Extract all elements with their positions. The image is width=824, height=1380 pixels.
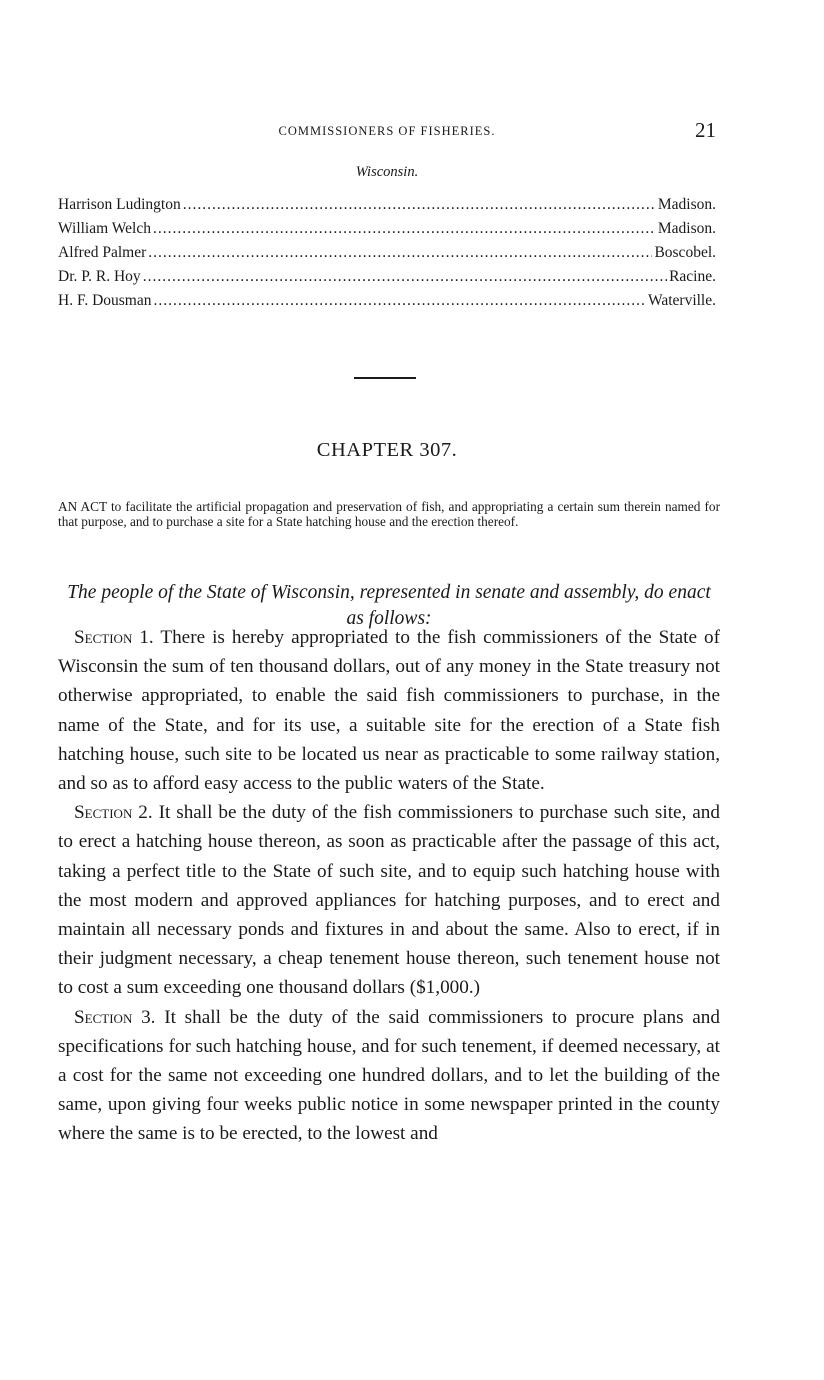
commissioner-city: Madison.	[657, 220, 716, 237]
list-item	[58, 220, 716, 244]
section-label: Section 1.	[74, 627, 154, 648]
list-item	[58, 292, 716, 316]
act-body	[58, 623, 720, 1149]
dot-leader	[153, 220, 656, 238]
list-item	[58, 244, 716, 268]
chapter-heading: CHAPTER 307.	[316, 439, 458, 461]
section-text: It shall be the duty of the fish commissioners to purchase such site, and to erect a hatching house thereon, as soon as practicable after the passage of this act, taking a perfect title to the State of such site, and to equip such hatching house with the most modern and approved appliances for hatching purposes, and to erect and maintain all necessary ponds and fixtures in and about the same. Also to erect, if in their judgment necessary, a cheap tenement house thereon, such tenement house not to cost a sum exceeding one thousand dollars ($1,000.)	[58, 802, 720, 999]
list-item	[58, 268, 716, 292]
running-head	[58, 118, 716, 142]
commissioner-name: William Welch	[58, 220, 151, 237]
commissioner-city: Boscobel.	[654, 244, 716, 261]
commissioner-name: Harrison Ludington	[58, 196, 181, 213]
section-3	[58, 1003, 720, 1149]
section-label: Section 2.	[74, 802, 153, 824]
section-2	[58, 798, 720, 1002]
act-title: AN ACT to facilitate the artificial propagation and preservation of fish, and appropriating a certain sum therein named for that purpose, and to purchase a site for a State hatching house and the erection thereof.	[58, 499, 720, 530]
page-number: 21	[695, 118, 716, 142]
list-item	[58, 196, 716, 220]
section-1	[58, 623, 720, 798]
section-divider	[354, 377, 416, 379]
commissioner-city: Madison.	[657, 196, 716, 213]
dot-leader	[183, 196, 656, 214]
commissioners-list	[58, 196, 716, 316]
commissioner-city: Racine.	[669, 268, 716, 285]
section-label: Section 3.	[74, 1006, 156, 1028]
dot-leader	[143, 268, 667, 286]
section-text: There is hereby appropriated to the fish commissioners of the State of Wisconsin the sum of ten thousand dollars, out of any money in the State treasury not otherwise appropriated, to enable the said fish commissioners to purchase, in the name of the State, and for its use, a suitable site for the erection of a State fish hatching house, such site to be located us near as practicable to some railway station, and so as to afford easy access to the public waters of the State.	[58, 627, 720, 795]
enacting-clause: The people of the State of Wisconsin, represented in senate and assembly, do enact as follows:	[67, 581, 711, 629]
running-title: COMMISSIONERS OF FISHERIES.	[278, 124, 496, 138]
commissioner-name: Alfred Palmer	[58, 244, 147, 261]
state-heading: Wisconsin.	[355, 164, 419, 180]
section-text: It shall be the duty of the said commissioners to procure plans and specifications for such hatching house, and for such tenement, if deemed necessary, at a cost for the same not exceeding one hundred dollars, and to let the building of the same, upon giving four weeks public notice in some newspaper printed in the county where the same is to be erected, to the lowest and	[58, 1006, 720, 1145]
commissioner-city: Waterville.	[647, 292, 716, 309]
dot-leader	[148, 244, 652, 262]
commissioner-name: H. F. Dousman	[58, 292, 152, 309]
dot-leader	[153, 292, 645, 310]
commissioner-name: Dr. P. R. Hoy	[58, 268, 141, 285]
